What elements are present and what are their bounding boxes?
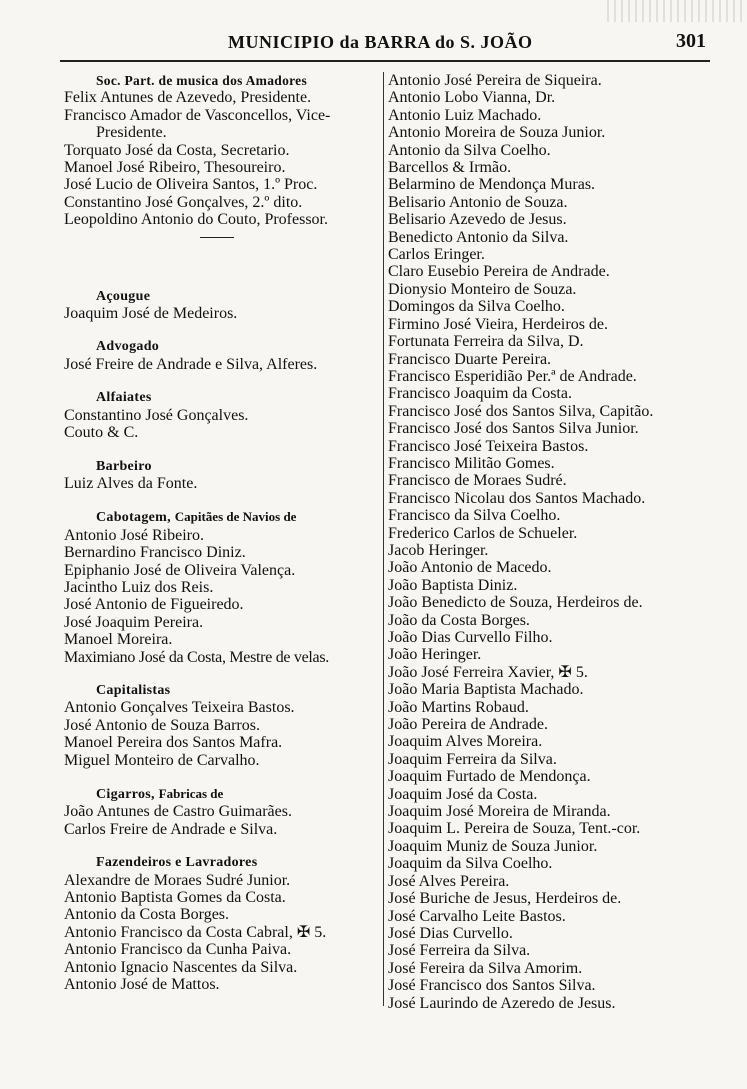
section-heading-barbeiro: Barbeiro (96, 458, 152, 474)
list-item: Francisco José dos Santos Silva Junior. (388, 420, 639, 438)
list-item: Bernardino Francisco Diniz. (64, 544, 246, 562)
list-item: Antonio Gonçalves Teixeira Bastos. (64, 699, 295, 717)
left-column (64, 72, 382, 993)
list-item: João Dias Curvello Filho. (388, 629, 553, 646)
list-item: Francisco Amador de Vasconcellos, Vice- (64, 106, 331, 124)
list-item: Frederico Carlos de Schueler. (388, 524, 578, 542)
list-item: João da Costa Borges. (388, 611, 530, 629)
list-item: Antonio Ignacio Nascentes da Silva. (64, 958, 298, 976)
list-item: Fortunata Ferreira da Silva, D. (388, 333, 584, 351)
list-item: João Martins Robaud. (388, 698, 529, 716)
section-heading-alfaiates: Alfaiates (96, 390, 152, 406)
right-column (388, 72, 718, 1012)
list-item: Francisco José Teixeira Bastos. (388, 437, 589, 455)
list-item: Joaquim Furtado de Mendonça. (388, 768, 591, 786)
list-item: João Antonio de Macedo. (388, 559, 552, 577)
list-item: José Laurindo de Azeredo de Jesus. (388, 994, 616, 1012)
list-item: Antonio José de Mattos. (64, 976, 220, 994)
list-item: João José Ferreira Xavier, ✠ 5. (388, 663, 588, 681)
list-item: Francisco Militão Gomes. (388, 454, 555, 472)
list-item: Joaquim José Moreira de Miranda. (388, 803, 611, 821)
list-item: Antonio José Pereira de Siqueira. (388, 72, 602, 89)
list-item: Domingos da Silva Coelho. (388, 298, 565, 316)
list-item: José Fereira da Silva Amorim. (388, 959, 583, 977)
list-item: Jacintho Luiz dos Reis. (64, 578, 214, 596)
list-item: Presidente. (96, 124, 167, 142)
column-divider (383, 72, 384, 1006)
list-item: Alexandre de Moraes Sudré Junior. (64, 871, 291, 889)
list-item: José Buriche de Jesus, Herdeiros de. (388, 890, 622, 908)
list-item: Joaquim da Silva Coelho. (388, 855, 553, 873)
section-heading-cabotagem-title: Cabotagem, (96, 510, 171, 526)
section-heading-soc-musica: Soc. Part. de musica dos Amadores (96, 73, 308, 88)
list-item: Antonio da Costa Borges. (64, 906, 230, 924)
list-item: Benedicto Antonio da Silva. (388, 228, 569, 246)
list-item: José Antonio de Souza Barros. (64, 716, 260, 734)
list-item: Antonio Lobo Vianna, Dr. (388, 89, 556, 107)
list-item: Constantino José Gonçalves. (64, 406, 249, 424)
list-item: Couto & C. (64, 424, 139, 442)
section-heading-capitalistas: Capitalistas (96, 682, 171, 698)
section-heading-advogado: Advogado (96, 339, 160, 355)
list-item: João Heringer. (388, 646, 482, 664)
list-item: Dionysio Monteiro de Souza. (388, 280, 577, 298)
list-item: José Antonio de Figueiredo. (64, 596, 244, 614)
list-item: Francisco Esperidião Per.ª de Andrade. (388, 367, 637, 385)
list-item: João Pereira de Andrade. (388, 716, 548, 734)
list-item: João Maria Baptista Machado. (388, 681, 584, 699)
list-item: Antonio Moreira de Souza Junior. (388, 124, 606, 142)
section-heading-cabotagem-sub: Capitães de Navios de (174, 509, 297, 525)
list-item: Antonio Francisco da Cunha Paiva. (64, 941, 292, 959)
list-item: Joaquim L. Pereira de Souza, Tent.-cor. (388, 820, 641, 838)
section-heading-cigarros-title: Cigarros, (96, 787, 155, 802)
list-item: José Freire de Andrade e Silva, Alferes. (64, 355, 318, 373)
list-item: Manoel Moreira. (64, 631, 173, 649)
section-heading-cabotagem (64, 508, 382, 526)
list-item: Francisco Nicolau dos Santos Machado. (388, 489, 646, 507)
list-item: Belarmino de Mendonça Muras. (388, 176, 596, 194)
list-item: Joaquim Ferreira da Silva. (388, 750, 557, 768)
list-item: Maximiano José da Costa, Mestre de velas. (64, 648, 329, 666)
list-item: Francisco de Moraes Sudré. (388, 472, 567, 490)
list-item: Joaquim Alves Moreira. (388, 733, 543, 751)
list-item: Joaquim José da Costa. (388, 785, 538, 803)
section-heading-cigarros (64, 785, 382, 803)
list-item: Antonio Baptista Gomes da Costa. (64, 889, 286, 907)
list-item: Antonio Luiz Machado. (388, 106, 542, 124)
list-item: Belisario Azevedo de Jesus. (388, 211, 567, 229)
scan-noise (607, 0, 747, 22)
list-item: Constantino José Gonçalves, 2.º dito. (64, 193, 303, 211)
list-item: José Ferreira da Silva. (388, 942, 531, 960)
list-item: Epiphanio José de Oliveira Valença. (64, 561, 296, 579)
list-item: José Joaquim Pereira. (64, 613, 204, 631)
list-item: Barcellos & Irmão. (388, 159, 512, 177)
list-item: Antonio José Ribeiro. (64, 526, 204, 544)
list-item: Francisco da Silva Coelho. (388, 507, 561, 525)
list-item: José Carvalho Leite Bastos. (388, 907, 566, 925)
list-item: Belisario Antonio de Souza. (388, 193, 568, 211)
list-item: José Dias Curvello. (388, 924, 513, 942)
list-item: Joaquim Muniz de Souza Junior. (388, 837, 598, 855)
list-item: José Alves Pereira. (388, 872, 510, 890)
list-item: José Francisco dos Santos Silva. (388, 977, 596, 995)
list-item: Leopoldino Antonio do Couto, Professor. (64, 211, 328, 229)
list-item: João Benedicto de Souza, Herdeiros de. (388, 594, 643, 612)
list-item: Torquato José da Costa, Secretario. (64, 141, 290, 159)
list-item: João Baptista Diniz. (388, 576, 518, 594)
section-heading-fazendeiros: Fazendeiros e Lavradores (96, 855, 258, 871)
list-item: Claro Eusebio Pereira de Andrade. (388, 263, 610, 281)
section-heading-acougue: Açougue (96, 288, 151, 304)
list-item: Francisco Duarte Pereira. (388, 350, 552, 368)
page-header (60, 26, 710, 62)
section-soc-musica (64, 89, 382, 228)
list-item: João Antunes de Castro Guimarães. (64, 803, 292, 821)
list-item: Felix Antunes de Azevedo, Presidente. (64, 89, 312, 107)
list-item: Manoel Pereira dos Santos Mafra. (64, 734, 283, 752)
list-item: José Lucio de Oliveira Santos, 1.º Proc. (64, 176, 318, 194)
list-item: Antonio da Silva Coelho. (388, 141, 551, 159)
page-title: MUNICIPIO da BARRA do S. JOÃO (228, 32, 533, 52)
list-item: Carlos Freire de Andrade e Silva. (64, 820, 278, 838)
list-item: Miguel Monteiro de Carvalho. (64, 751, 260, 769)
list-item: Firmino José Vieira, Herdeiros de. (388, 315, 609, 333)
list-item: Francisco José dos Santos Silva, Capitão. (388, 402, 654, 420)
list-item: Luiz Alves da Fonte. (64, 474, 198, 492)
list-item: Carlos Eringer. (388, 246, 485, 264)
section-heading-cigarros-sub: Fabricas de (158, 786, 224, 801)
list-item: Joaquim José de Medeiros. (64, 305, 238, 323)
list-item: Jacob Heringer. (388, 541, 489, 559)
list-item: Antonio Francisco da Costa Cabral, ✠ 5. (64, 923, 327, 941)
page-number: 301 (676, 30, 706, 52)
list-item: Francisco Joaquim da Costa. (388, 385, 572, 403)
list-item: Manoel José Ribeiro, Thesoureiro. (64, 159, 286, 177)
